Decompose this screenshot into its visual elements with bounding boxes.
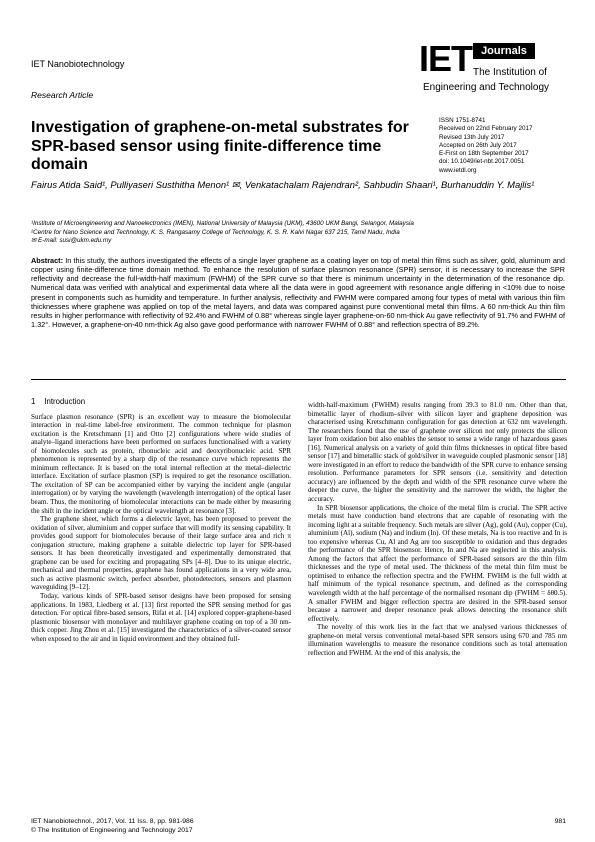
section-title: Introduction <box>44 397 86 406</box>
website-link[interactable]: www.ietdl.org <box>439 166 477 174</box>
paragraph: In SPR biosensor applications, the choice of the metal film is crucial. The SPR active metals must have conduction band electrons that are capable of resonating with the incoming light at a suitable frequency. Such metals are silver (Ag), gold (Au), copper (Cu), aluminium (Al), sodium (Na) and indium (In). Of these metals, Na is too reactive and In is too expensive whereas Cu, Al and Ag are too susceptible to oxidation and thus degrades the performance of the SPR biosensor. Hence, In and Na are neglected in this analysis. Among the factors that affect the performance of SPR-based sensors are the thin film thicknesses and the type of metal used. The thickness of the metal thin film must be optimised to enhance the reflection spectra and the FWHM. FWHM is the full width at half minimum of the typical resonance spectrum, and defined as the corresponding wavelength width at the half percentage of the normalised resonant dip (FWHM = δθ0.5). A smaller FWHM and bigger reflection spectra are desired in the SPR-based sensor because a narrower and deeper resonance peak allows detecting the resonance shift effectively. <box>308 503 567 623</box>
iet-journals-logo <box>419 40 569 104</box>
affiliations <box>31 220 571 246</box>
article-info <box>439 117 532 175</box>
footer-citation: IET Nanobiotechnol., 2017, Vol. 11 Iss. 8, pp. 981-986 <box>31 818 194 825</box>
abstract <box>31 256 565 329</box>
section-number: 1 <box>31 397 36 406</box>
logo-institution-line1: The Institution of <box>473 67 547 78</box>
doi[interactable]: doi: 10.1049/iet-nbt.2017.0051 <box>439 158 525 166</box>
logo-iet-text: IET <box>419 38 473 79</box>
abstract-label: Abstract: <box>31 256 64 265</box>
author-list: Fairus Atida Said¹, Pulliyaseri Susthitha Menon¹ ✉, Venkatachalam Rajendran², Sahbudin Shaari¹, Burhanuddin Y. Majlis¹ <box>31 179 535 190</box>
section-divider <box>31 379 566 380</box>
footer-citation-block <box>31 818 194 835</box>
article-type: Research Article <box>31 90 94 100</box>
journal-name: IET Nanobiotechnology <box>31 59 125 69</box>
corresponding-email[interactable]: ✉ E-mail: susi@ukm.edu.my <box>31 237 112 245</box>
issn: ISSN 1751-8741 <box>439 117 486 124</box>
footer-copyright: © The Institution of Engineering and Technology 2017 <box>31 826 193 834</box>
section-heading <box>31 398 291 407</box>
affiliation-2: ²Centre for Nano Science and Technology, K. S. Rangasamy College of Technology, K. S. R. Kalvi Nagar 637 215, Tamil Nadu, India <box>31 228 400 236</box>
article-title: Investigation of graphene-on-metal substrates for SPR-based sensor using finite-difference time domain <box>31 119 409 173</box>
paragraph: The novelty of this work lies in the fact that we analysed various thicknesses of graphene-on metal versus conventional metal-based SPR sensors using 670 and 785 nm illumination wavelengths to measure the resonance conditions such as total attenuation reflection and FWHM. At the end of this analysis, the <box>308 623 567 657</box>
body-column-right <box>308 401 567 657</box>
paragraph: The graphene sheet, which forms a dielectric layer, has been proposed to prevent the oxidation of silver, aluminium and copper surface that will modify its sensing capability. It provides good support for biomolecules because of their large surface area and rich π conjugation structure, making graphene a suitable dielectric top layer for SPR-based sensors. It has been theoretically investigated and experimentally demonstrated that graphene can be used for exciting and propagating SPs [4–8]. Due to its unique electric, mechanical and thermal properties, graphene has found applications in a very wide area, such as active plasmonic switch, perfect absorber, photodetectors, sensors and plasmon waveguiding [9–12]. <box>31 515 291 592</box>
page-number: 981 <box>554 818 566 825</box>
paragraph: Surface plasmon resonance (SPR) is an excellent way to measure the biomolecular interaction in real-time label-free environment. The common technique for plasmon excitation is the Kretschmann [1] and Otto [2] configurations where wide studies of analyte–ligand interactions have been performed on surfaces functionalised with a variety of biomolecules such as protein, ribonucleic acid and deoxyribonucleic acid. SPR phenomenon is represented by a sharp dip of the resonance curve which represents the minimum reflectance. It is based on the total internal reflection at the metal–dielectric interface. Excitation of surface plasmon (SP) is required to get the resonance oscillation. The excitation of SP can be accompanied either by varying the incident angle (angular interrogation) or by varying the wavelength (wavelength interrogation) of the optical laser beam. Thus, the monitoring of biomolecular interactions can be made either by measuring the shift in the incident angle or the optical wavelength at resonance [3]. <box>31 412 291 515</box>
affiliation-1: ¹Institute of Microengineering and Nanoelectronics (IMEN), National University of Malaysia (UKM), 43600 UKM Bangi, Selangor, Malaysia <box>31 220 414 227</box>
efirst-date: E-First on 18th September 2017 <box>439 150 529 158</box>
abstract-text: In this study, the authors investigated the effects of a single layer graphene as a coating layer on top of metal thin films such as silver, gold, aluminum and copper using finite-difference time domain method. To enhance the resolution of surface plasmon resonance (SPR) sensor, it is necessary to increase the SPR reflectivity and decrease the full-width-half maximum (FWHM) of the SPR curve so that there is minimum uncertainty in the determination of the resonance dip. Numerical data was verified with analytical and experimental data where all the data were in good agreement with resonance angle differing in <10% due to noise present in components such as humidity and temperature. In further analysis, reflectivity and FWHM were compared among four types of metal with various thin film thicknesses where graphene was applied on top of the metal layers, and data was compared against pure conventional metal thin films. A 60 nm-thick Au thin film results in higher performance with reflectivity of 92.4% and FWHM of 0.88° whereas single layer graphene-on-60 nm-thick Au gave reflectivity of 91.7% and FWHM of 1.32°. However, a graphene-on-40 nm-thick Ag also gave good performance with narrower FWHM of 0.88° and reflection spectra of 89.2%. <box>31 256 565 330</box>
logo-institution-line2: Engineering and Technology <box>423 82 550 93</box>
revised-date: Revised 13th July 2017 <box>439 133 505 141</box>
accepted-date: Accepted on 26th July 2017 <box>439 141 517 149</box>
paragraph: Today, various kinds of SPR-based sensor designs have been proposed for sensing applications. In 1983, Liedberg et al. [13] first reported the SPR sensing method for gas detection. For optical fibre-based sensors, Rifat et al. [14] explored copper-graphene-based plasmonic biosensor with monolayer and multilayer graphene coating on top of a 30 nm-thick copper. Jing Zhou et al. [15] investigated the characteristics of a silver-coated sensor when exposed to the air and in liquid environment and they obtained full- <box>31 592 291 643</box>
paragraph: width-half-maximum (FWHM) results ranging from 39.3 to 81.0 nm. Other than that, bimetallic layer of rhodium–silver with silicon layer and graphene deposition was characterised using Kretschmann configuration for gas detection at 632 nm wavelength. The researchers found that the use of graphene over silicon not only protects the silicon layer from oxidation but also enables the sensor to sense a wide range of hazardous gases [16]. Numerical analysis on a variety of gold thin films thicknesses in optical fibre based sensor [17] and bimetallic stack of gold/silver in waveguide coupled plasmonic sensor [18] were investigated in an effort to reduce the bandwidth of the SPR curve to enhance sensing resolution. Performance parameters for SPR sensors (i.e. sensitivity and detection accuracy) are influenced by the depth and width of the SPR resonance curve where the deeper the curve, the higher the sensitivity and the narrower the width, the higher the accuracy. <box>308 401 567 504</box>
body-column-left <box>31 398 291 643</box>
received-date: Received on 22nd February 2017 <box>439 125 533 133</box>
logo-journals-badge: Journals <box>473 43 535 59</box>
